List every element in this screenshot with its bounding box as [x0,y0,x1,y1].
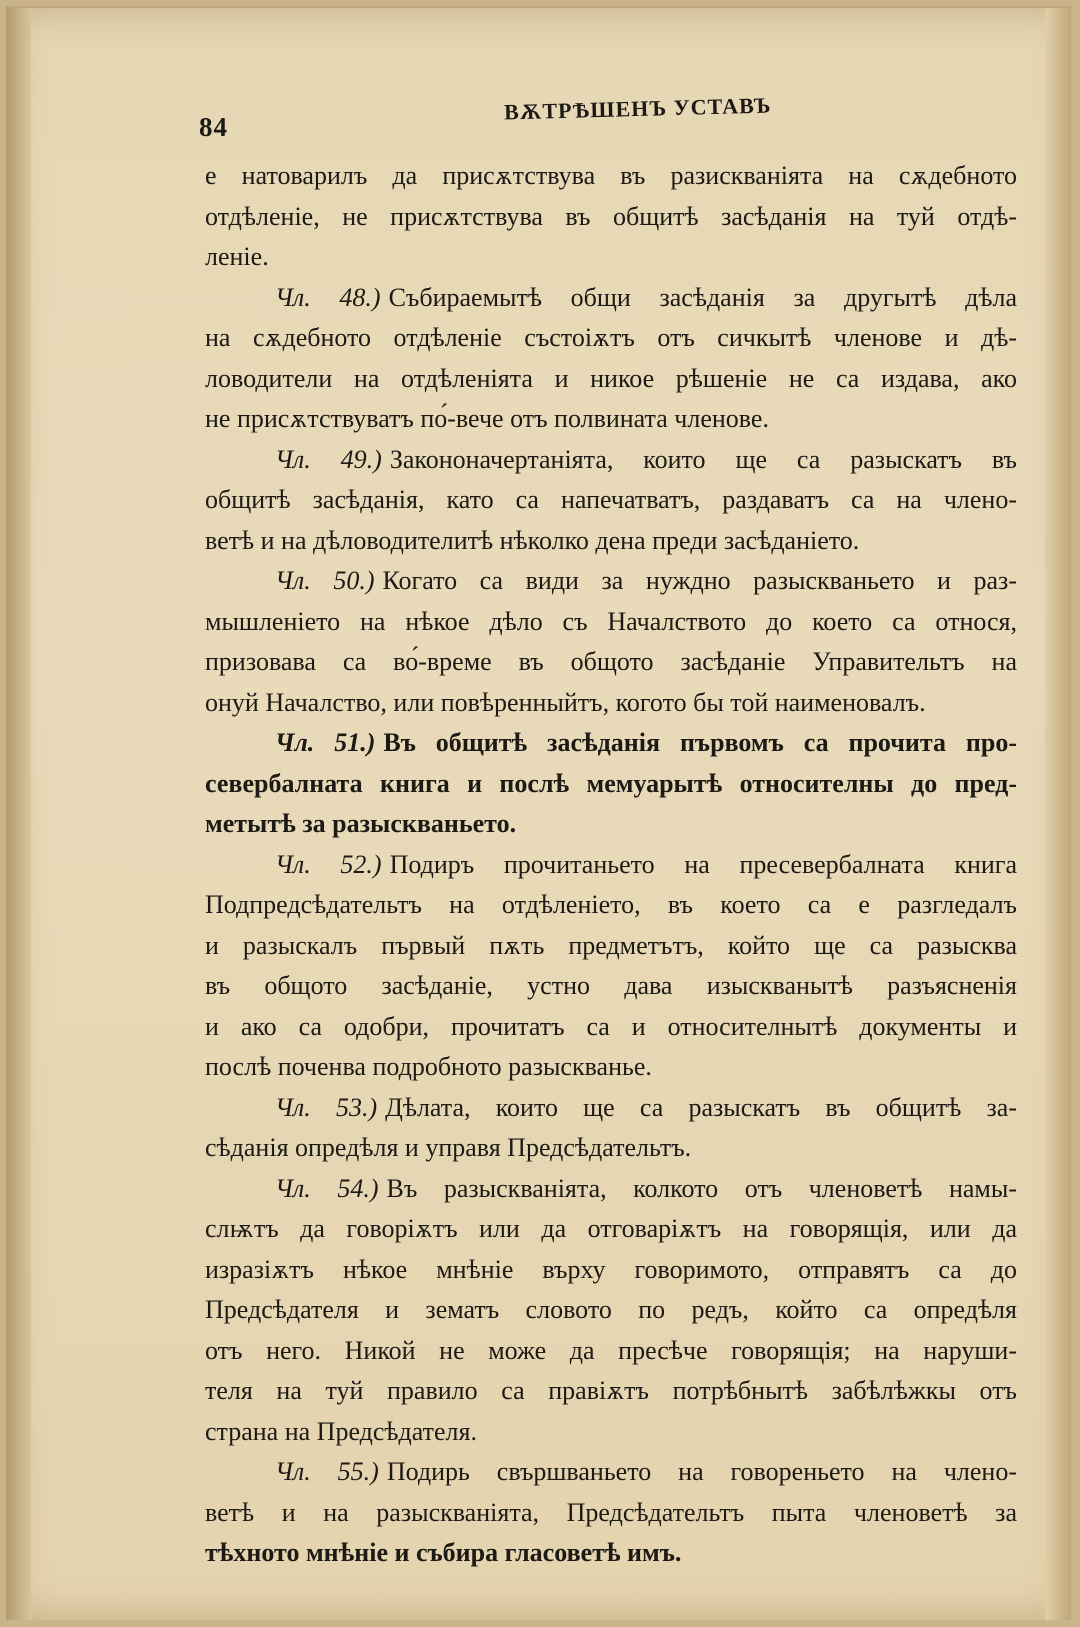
line-text: слѭтъ да говоріѫтъ или да отговаріѫтъ на говорящія, или да [205,1214,1017,1243]
text-line [205,845,1017,886]
article-number: Чл. 49.) [275,444,382,474]
page-number: 84 [199,112,228,142]
line-text: ловодители на отдѣленіята и никое рѣшеніе не са издава, ако [205,363,1017,393]
text-line [205,602,1017,643]
text-line [205,440,1017,481]
text-line [205,885,1017,926]
text-line [205,1169,1017,1210]
page-right-edge [1045,8,1071,1620]
article-number: Чл. 52.) [275,849,382,879]
text-line [205,1371,1017,1412]
article-number: Чл. 48.) [275,282,381,312]
page-left-edge [9,8,31,1620]
line-text: въ общото засѣданіе, устно дава изыскванытѣ разъясненія [205,971,1017,1000]
line-text: отъ него. Никой не може да пресѣче говорящія; на наруши- [205,1335,1017,1365]
line-text: леніе. [205,242,269,271]
text-line [205,1290,1017,1331]
line-text: Закононачертаніята, които ще са разыскатъ въ [389,444,1017,474]
text-line [205,521,1017,562]
line-text: общитѣ засѣданія, като са напечатватъ, раздаватъ са на члено- [205,485,1017,514]
line-text: Предсѣдателя и зематъ словото по редъ, който са опредѣля [205,1295,1017,1324]
line-text: Дѣлата, които ще са разыскатъ въ общитѣ за- [385,1092,1017,1122]
article-number: Чл. 51.) [275,728,376,757]
text-line [205,1088,1017,1129]
text-line [205,197,1017,238]
line-text: теля на туй правило са правіѫтъ потрѣбнытѣ забѣлѣжкы отъ [205,1376,1017,1405]
text-line [205,1533,1017,1574]
line-text: метытѣ за разыскваньето. [205,809,517,838]
line-text: сѣданія опредѣля и управя Предсѣдательтъ. [205,1133,692,1162]
text-line [205,156,1017,197]
text-line [205,1412,1017,1453]
article-number: Чл. 50.) [275,566,375,595]
line-text: не присѫтствуватъ по́-вече отъ полвината членове. [205,404,769,433]
text-line [205,642,1017,683]
line-text: Събираемытѣ общи засѣданія за другытѣ дѣла [388,282,1017,312]
line-text: Когато са види за нуждно разыскваньето и раз- [382,566,1017,595]
text-line [205,764,1017,805]
line-text: онуй Началство, или повѣренныйтъ, когото бы той наименовалъ. [205,687,926,717]
line-text: тѣхното мнѣніе и събира гласоветѣ имъ. [205,1538,682,1567]
line-text: мышленіето на нѣкое дѣло съ Началството до което са относя, [205,606,1017,636]
line-text: ветѣ и на разыскваніята, Предсѣдательтъ пыта членоветѣ за [205,1497,1017,1527]
text-line [205,723,1017,764]
line-text: ветѣ и на дѣловодителитѣ нѣколко дена преди засѣданіето. [205,525,860,555]
line-text: призовава са во́-време въ общото засѣданіе Управительтъ на [205,647,1017,676]
text-line [205,359,1017,400]
line-text: и разыскалъ първый пѫть предметътъ, който ще са разысква [205,930,1017,960]
book-page [6,6,1071,1620]
page-header [199,92,999,142]
text-line [205,683,1017,724]
text-line [205,804,1017,845]
text-line [205,318,1017,359]
text-line [205,1452,1017,1493]
line-text: Подиръ прочитаньето на пресевербалната книга [389,849,1017,879]
text-line [205,1250,1017,1291]
line-text: и ако са одобри, прочитатъ са и относителнытѣ документы и [205,1011,1017,1041]
line-text: послѣ поченва подробното разыскванье. [205,1052,652,1081]
line-text: севербалната книга и послѣ мемуарытѣ относителны до пред- [205,768,1017,798]
text-line [205,561,1017,602]
line-text: Въ разыскваніята, колкото отъ членоветѣ намы- [386,1173,1017,1203]
article-number: Чл. 54.) [275,1173,379,1203]
text-line [205,237,1017,278]
text-line [205,1047,1017,1088]
line-text: изразіѫтъ нѣкое мнѣніе върху говоримото, отправятъ са до [205,1254,1017,1284]
page-body [205,156,1017,1574]
text-line [205,926,1017,967]
text-line [205,1007,1017,1048]
text-line [205,278,1017,319]
text-line [205,1493,1017,1534]
text-line [205,1209,1017,1250]
line-text: на сѫдебното отдѣленіе състоіѫтъ отъ сичкытѣ членове и дѣ- [205,323,1017,352]
line-text: Въ общитѣ засѣданія първомъ са прочита про- [383,728,1018,757]
article-number: Чл. 53.) [275,1092,378,1122]
line-text: е натоварилъ да присѫтствува въ разискваніята на сѫдебното [205,161,1017,190]
line-text: страна на Предсѣдателя. [205,1416,477,1446]
line-text: отдѣленіе, не присѫтствува въ общитѣ засѣданія на туй отдѣ- [205,201,1017,231]
text-line [205,399,1017,440]
running-head: ВѪТРѢШЕНЪ УСТАВЪ [503,92,772,125]
text-line [205,1128,1017,1169]
line-text: Подирь свършваньето на говореньето на члено- [386,1457,1017,1486]
text-line [205,966,1017,1007]
text-line [205,480,1017,521]
text-line [205,1331,1017,1372]
article-number: Чл. 55.) [275,1457,379,1486]
line-text: Подпредсѣдательтъ на отдѣленіето, въ което са е разгледалъ [205,890,1017,919]
